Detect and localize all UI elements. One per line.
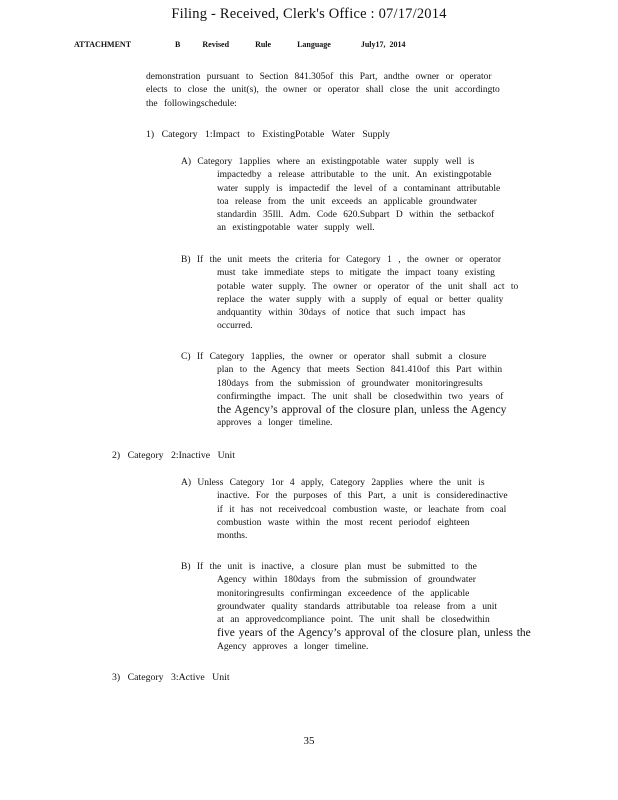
item-line: an existingpotable water supply well. [217, 223, 375, 234]
category-1-item-b [181, 254, 518, 334]
intro-line: the followingschedule: [146, 98, 237, 109]
item-line: toa release from the unit exceeds an applicable groundwater [217, 196, 477, 207]
category-1-heading: 1) Category 1:Impact to ExistingPotable Water Supply [146, 129, 390, 140]
category-1-item-c [181, 351, 506, 431]
item-line: 180days from the submission of groundwater monitoringresults [217, 378, 483, 389]
item-line: standardin 35Ill. Adm. Code 620.Subpart D within the setbackof [217, 210, 495, 221]
category-3-heading: 3) Category 3:Active Unit [112, 672, 230, 683]
item-line: Agency approves a longer timeline. [217, 641, 369, 652]
item-line: C) If Category 1applies, the owner or operator shall submit a closure [181, 352, 487, 362]
attachment-year: 2014 [389, 40, 406, 49]
item-line: andquantity within 30days of notice that such impact has [217, 308, 466, 319]
item-line: monitoringresults confirmingan exceedence of the applicable [217, 588, 470, 599]
attachment-date: July17, [360, 40, 386, 49]
item-line: Agency within 180days from the submission of groundwater [217, 575, 476, 586]
item-line: plan to the Agency that meets Section 841.410of this Part within [217, 365, 503, 376]
intro-line: elects to close the unit(s), the owner or operator shall close the unit accordingto [146, 85, 500, 96]
item-line: B) If the unit meets the criteria for Category 1 , the owner or operator [181, 255, 502, 265]
item-line: if it has not receivedcoal combustion waste, or leachate from coal [217, 504, 507, 515]
attachment-label: ATTACHMENT [74, 40, 132, 49]
category-2-item-a [181, 477, 508, 543]
attachment-word-language: Language [297, 40, 331, 49]
item-line: combustion waste within the most recent periodof eighteen [217, 517, 470, 528]
item-line: confirmingthe impact. The unit shall be closedwithin two years of [217, 391, 504, 402]
category-1-item-a [181, 156, 500, 236]
item-line: must take immediate steps to mitigate the impact toany existing [217, 268, 495, 279]
attachment-line [74, 40, 446, 49]
item-line: replace the water supply with a supply of equal or better quality [217, 294, 504, 305]
item-line: potable water supply. The owner or operator of the unit shall act to [217, 281, 519, 292]
category-2-heading: 2) Category 2:Inactive Unit [112, 450, 236, 461]
page-number: 35 [303, 735, 315, 747]
category-2-item-b [181, 561, 531, 654]
intro-paragraph [146, 71, 500, 111]
item-line: A) Category 1applies where an existingpotable water supply well is [181, 157, 475, 167]
item-line: groundwater quality standards attributable toa release from a unit [217, 601, 497, 612]
item-line: B) If the unit is inactive, a closure plan must be submitted to the [181, 562, 477, 572]
filing-received-header: Filing - Received, Clerk's Office : 07/17/2014 [171, 6, 447, 22]
attachment-word-revised: Revised [202, 40, 230, 49]
item-line: approves a longer timeline. [217, 418, 333, 429]
item-line: months. [217, 531, 248, 542]
item-line: at an approvedcompliance point. The unit shall be closedwithin [217, 615, 490, 626]
attachment-letter: B [175, 40, 181, 49]
intro-line: demonstration pursuant to Section 841.305of this Part, andthe owner or operator [146, 72, 492, 82]
item-line: occurred. [217, 321, 253, 332]
item-line: the Agency’s approval of the closure plan, unless the Agency [217, 404, 507, 417]
item-line: water supply is impactedif the level of a contaminant attributable [217, 183, 501, 194]
item-line: A) Unless Category 1or 4 apply, Category 2applies where the unit is [181, 478, 485, 488]
item-line: inactive. For the purposes of this Part, a unit is consideredinactive [217, 491, 508, 502]
item-line: impactedby a release attributable to the unit. An existingpotable [217, 170, 492, 181]
item-line: five years of the Agency’s approval of the closure plan, unless the [217, 627, 531, 640]
attachment-word-rule: Rule [255, 40, 272, 49]
